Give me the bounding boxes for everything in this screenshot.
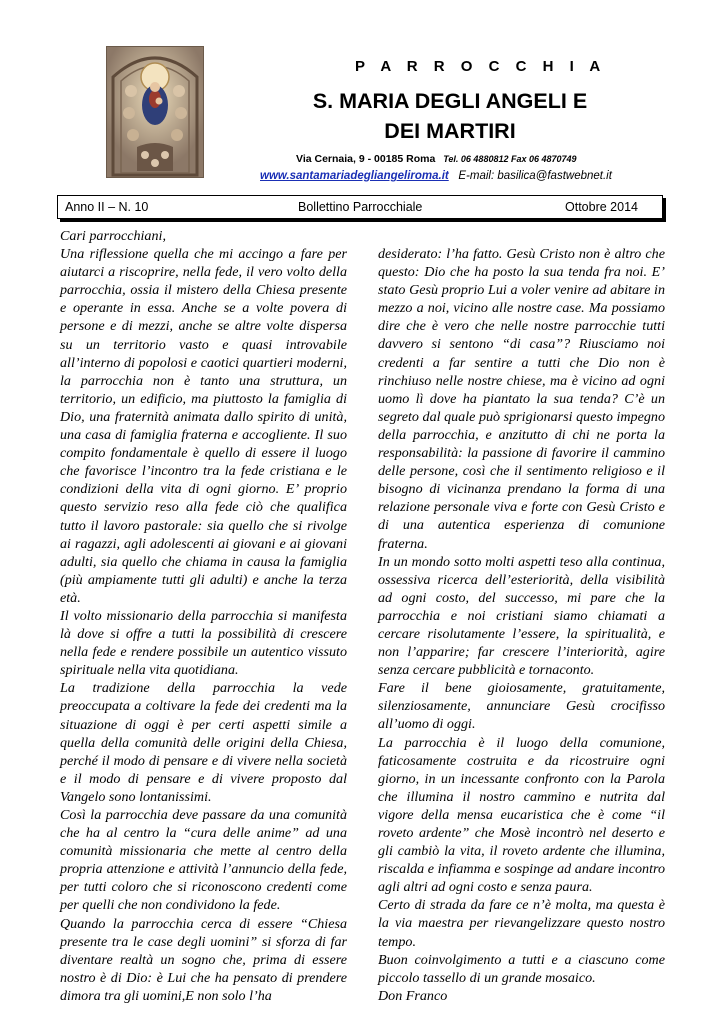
header-church-name-line1: S. MARIA DEGLI ANGELI E (312, 89, 588, 113)
article-paragraph: Quando la parrocchia cerca di essere “Chiesa presente tra le case degli uomini” si sforza di far diventare realtà un sogno che, prima di essere nostro è di Dio: è Lui che ha pensato di prendere dimora tra gli uomini,E non solo l’ha (60, 915, 347, 1004)
article-paragraph: Buon coinvolgimento a tutti e a ciascuno come piccolo tassello di un grande mosaico. (378, 951, 665, 986)
issue-date: Ottobre 2014 (565, 200, 638, 214)
header-email: E-mail: basilica@fastwebnet.it (458, 170, 612, 182)
signature: Don Franco (378, 987, 448, 1004)
article-paragraph: Il volto missionario della parrocchia si manifesta là dove si offre a tutti la possibilità di crescere nella fede e rendere possibile un autentico vissuto spirituale nella vita quotidiana. (60, 607, 347, 679)
article-paragraph: Certo di strada da fare ce n’è molta, ma questa è la via maestra per rievangelizzare questo nostro tempo. (378, 897, 665, 950)
article-paragraph: Una riflessione quella che mi accingo a fare per aiutarci a riscoprire, nella fede, il vero volto della parrocchia, ossia il mistero della Chiesa presente e operante in essa. Anche se a volte povera di persone e di mezzi, anche se altre volte dispersa su un territorio vasto e quasi introvabile all’interno di popolosi e caotici quartieri moderni, la parrocchia non è tanto una struttura, un territorio, un edificio, ma piuttosto la famiglia di Dio, una fraternità animata dallo spirito di unità, una casa di famiglia fraterna e accogliente. Il suo compito fondamentale è quello di essere il luogo che favorisce l’incontro tra la fede cristiana e le condizioni della vita di ogni giorno. E’ proprio questo servizio reso alla fede ciò che qualifica tutto il lavoro pastorale: sia quello che si rivolge ai ragazzi, agli adolescenti ai giovani e ai giovani adulti, sia quello che chiama in causa la famiglia (più ampiamente tutti gli adulti) e anche la terza età. (60, 246, 347, 606)
madonna-angels-painting-icon (106, 46, 204, 178)
header-parrocchia-title: P A R R O C C H I A (355, 58, 607, 75)
header-address: Via Cernaia, 9 - 00185 Roma (296, 153, 436, 165)
article-column-left (60, 227, 347, 1005)
header-contacts (260, 170, 612, 182)
header-church-name-line2: DEI MARTIRI (384, 119, 516, 143)
publication-name: Bollettino Parrocchiale (298, 200, 423, 214)
article-paragraph: desiderato: l’ha fatto. Gesù Cristo non è altro che questo: Dio che ha posto la sua tenda fra noi. E’ stato Gesù proprio Lui a voler venire ad abitare in mezzo a noi, vicino alle nostre case. Ma possiamo dire che è vero che nelle nostre parrocchie tutti davvero si sentono “di casa”? Riusciamo noi credenti a far sentire a tutti che Dio non è rinchiuso nelle nostre chiese, ma è vicino ad ogni uomo lì dove ha piantato la sua tenda? C’è un segreto dal quale può sprigionarsi questo impegno della parrocchia, e anzitutto di chi ne porta la responsabilità: la passione di favorire il cammino delle persone, così che il sentimento religioso e il bisogno di vicinanza prendano la forma di una relazione personale viva e forte con Gesù Cristo e di una autentica esperienza di comunione fraterna. (378, 246, 665, 552)
website-link[interactable]: www.santamariadegliangeliroma.it (260, 170, 449, 182)
article-paragraph: In un mondo sotto molti aspetti teso alla continua, ossessiva ricerca dell’esteriorità, della visibilità ad ogni costo, del successo, mi pare che la parrocchia e noi cristiani siamo chiamati a cercare risolutamente l’essere, la spiritualità, e non l’apparire; far crescere l’interiorità, agire senza cercare pubblicità e tornaconto. (378, 553, 665, 679)
article-paragraph: Fare il bene gioiosamente, gratuitamente, silenziosamente, annunciare Gesù crocifisso all’uomo di oggi. (378, 680, 665, 733)
article-paragraph: La tradizione della parrocchia la vede preoccupata a coltivare la fede dei credenti ma la situazione di oggi è per certi aspetti simile a quella della comunità delle origini della Chiesa, perché il modo di pensare e di vivere nella società e il modo di pensare e di vivere proposto dal Vangelo sono lontanissimi. (60, 680, 347, 805)
header-church-name (240, 86, 660, 146)
issue-number: Anno II – N. 10 (65, 200, 149, 214)
header-phone-fax: Tel. 06 4880812 Fax 06 4870749 (443, 154, 577, 164)
article-paragraph: La parrocchia è il luogo della comunione, faticosamente costruita e da ricostruire ogni giorno, in un incessante confronto con la Parola che illumina il nostro cammino e nutrita dal vigore della mensa eucaristica che è come “il roveto ardente” che Mosè incontrò nel deserto e gli cambiò la vita, il roveto ardente che illumina, riscalda e infiamma e sospinge ad andare incontro agli altri ad ogni costo e senza paura. (378, 734, 665, 896)
article-paragraph: Così la parrocchia deve passare da una comunità che ha al centro la “cura delle anime” ad una comunità missionaria che mette al centro della propria attenzione e attività l’annuncio della fede, per tutti coloro che si riconoscono credenti come per quelli che non condividono la fede. (60, 807, 347, 914)
header-address-line (296, 153, 577, 165)
article-column-right (378, 245, 665, 1005)
issue-info-bar (57, 195, 663, 219)
article-paragraph: Cari parrocchiani, (60, 228, 166, 244)
